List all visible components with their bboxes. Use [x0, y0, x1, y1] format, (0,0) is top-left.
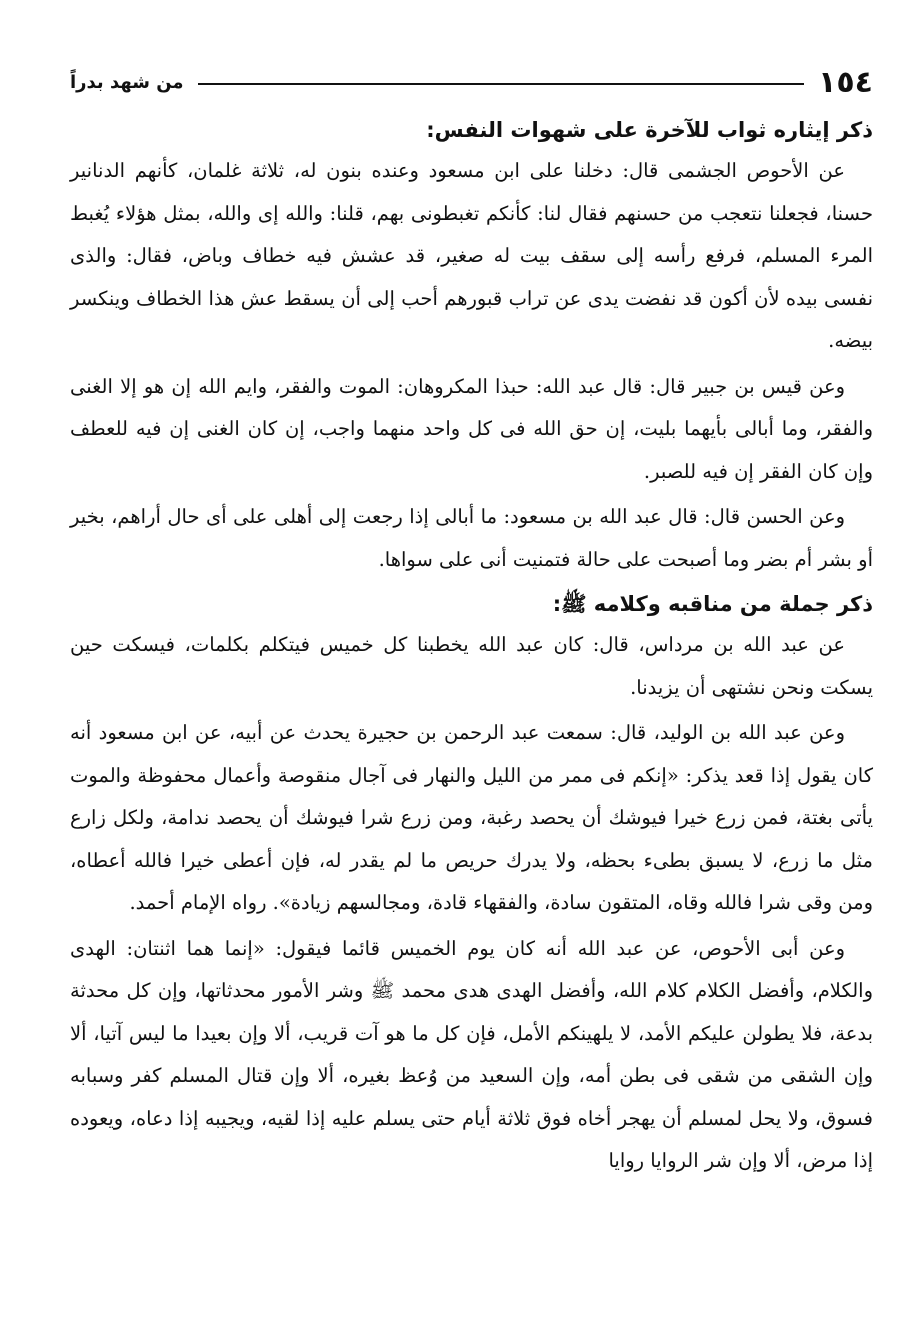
header-rule: [198, 83, 805, 85]
running-header: [70, 60, 873, 104]
page-number: ١٥٤: [818, 64, 873, 100]
running-title: من شهد بدراً: [70, 71, 184, 93]
paragraph: عن عبد الله بن مرداس، قال: كان عبد الله يخطبنا كل خميس فيتكلم بكلمات، فيسكت حين يسكت ونحن نشتهى أن يزيدنا.: [70, 633, 873, 699]
section-heading: ذكر إيثاره ثواب للآخرة على شهوات النفس:: [426, 118, 873, 142]
paragraph: وعن أبى الأحوص، عن عبد الله أنه كان يوم الخميس قائما فيقول: «إنما هما اثنتان: الهدى والكلام، وأفضل الكلام كلام الله، وأفضل الهدى هدى محمد ﷺ وشر الأمور محدثاتها، وإن كل محدثة بدعة، فلا يطولن عليكم الأمد، لا يلهينكم الأمل، فإن كل ما هو آت قريب، ألا وإن بعيدا ما ليس آتيا، ألا وإن الشقى من شقى فى بطن أمه، وإن السعيد من وُعظ بغيره، ألا وإن قتال المسلم كفر وسبابه فسوق، ولا يحل لمسلم أن يهجر أخاه فوق ثلاثة أيام حتى يسلم عليه إذا لقيه، ويجيبه إذا دعاه، ويعوده إذا مرض، ألا وإن شر الروايا روايا: [70, 936, 873, 1172]
paragraph: وعن عبد الله بن الوليد، قال: سمعت عبد الرحمن بن حجيرة يحدث عن أبيه، عن ابن مسعود أنه كان يقول إذا قعد يذكر: «إنكم فى ممر من الليل والنهار فى آجال منقوصة وأعمال محفوظة والموت يأتى بغتة، فمن زرع خيرا فيوشك أن يحصد رغبة، ومن زرع شرا فيوشك أن يحصد ندامة، ولكل زارع مثل ما زرع، لا يسبق بطىء بحظه، ولا يدرك حريص ما لم يقدر له، فإن أعطى خيرا فالله أعطاه، ومن وقى شرا فالله وقاه، المتقون سادة، والفقهاء قادة، ومجالسهم زيادة». رواه الإمام أحمد.: [70, 721, 873, 914]
paragraph: وعن الحسن قال: قال عبد الله بن مسعود: ما أبالى إذا رجعت إلى أهلى على أى حال أراهم، بخير أو بشر أم بضر وما أصبحت على حالة فتمنيت أنى على سواها.: [70, 505, 873, 571]
paragraph: وعن قيس بن جبير قال: قال عبد الله: حبذا المكروهان: الموت والفقر، وايم الله إن هو إلا الغنى والفقر، وما أبالى بأيهما بليت، إن حق الله فى كل واحد منهما واجب، إن كان الغنى إن فيه للعطف وإن كان الفقر إن فيه للصبر.: [70, 374, 873, 483]
paragraph: عن الأحوص الجشمى قال: دخلنا على ابن مسعود وعنده بنون له، ثلاثة غلمان، كأنهم الدنانير حسنا، فجعلنا نتعجب من حسنهم فقال لنا: كأنكم تغبطونى بهم، قلنا: والله إى والله، بمثل هؤلاء يُغبط المرء المسلم، فرفع رأسه إلى سقف بيت له صغير، قد عشش فيه خطاف وباض، فقال: والذى نفسى بيده لأن أكون قد نفضت يدى عن تراب قبورهم أحب إلى أن يسقط عش هذا الخطاف وينكسر بيضه.: [70, 159, 873, 352]
section-heading: ذكر جملة من مناقبه وكلامه ﷺ:: [552, 592, 873, 616]
page-body: [70, 110, 873, 1183]
